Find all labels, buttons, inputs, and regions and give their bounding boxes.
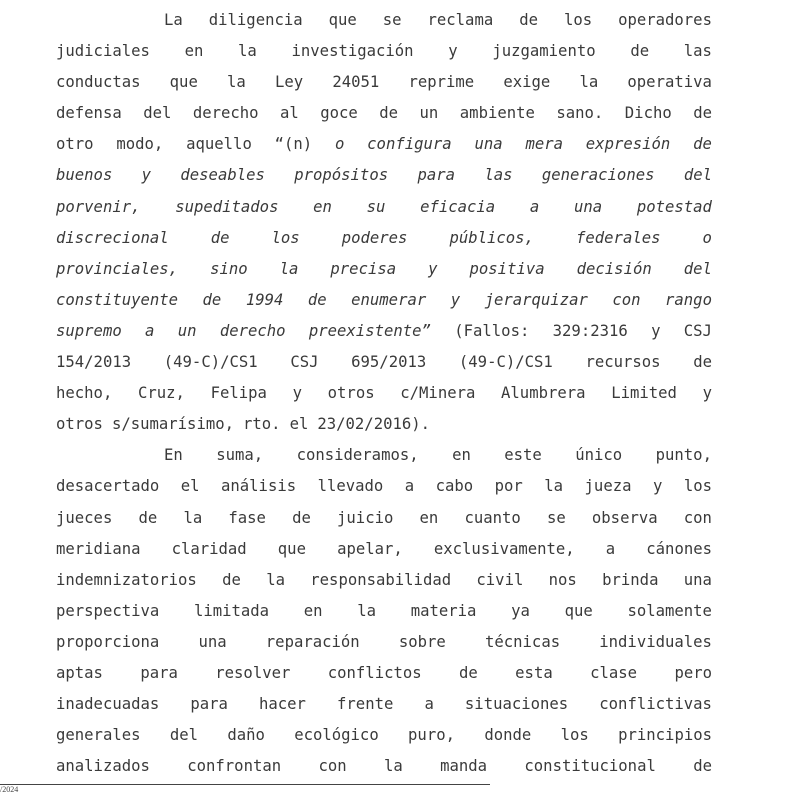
text-line [56, 474, 712, 505]
word: (49-C)/CS1 [163, 353, 258, 372]
word: confrontan [187, 757, 282, 776]
word: mera [525, 135, 563, 154]
word: conflictos [327, 663, 422, 682]
word: que [564, 601, 593, 620]
word: consideramos, [296, 446, 419, 465]
word: discrecional [56, 228, 169, 247]
word: conflictivas [599, 695, 712, 714]
word: su [366, 197, 386, 216]
word: constituyente [56, 290, 179, 309]
word: se [546, 508, 566, 527]
word: decisión [576, 259, 652, 278]
text-line [56, 443, 712, 474]
text-line [56, 226, 712, 257]
word: de [138, 508, 158, 527]
text-line [56, 132, 712, 163]
word: del [683, 166, 712, 185]
word: recursos [585, 353, 661, 372]
word: de [210, 228, 230, 247]
word: en [303, 601, 323, 620]
word: constitucional [524, 757, 656, 776]
word: CSJ [290, 353, 319, 372]
word: c/Minera [400, 384, 476, 403]
word: potestad [636, 197, 712, 216]
word: a [605, 539, 616, 558]
word: otros [327, 384, 375, 403]
word: CSJ [683, 321, 712, 340]
word: principios [618, 726, 712, 745]
word: para [417, 166, 455, 185]
word: conductas [56, 73, 141, 92]
text-line [56, 568, 712, 599]
word: punto, [655, 446, 712, 465]
word: “(n) [274, 135, 313, 154]
word: materia [410, 601, 477, 620]
word: del [143, 104, 172, 123]
word: las [683, 42, 712, 61]
word: de [307, 290, 327, 309]
word: de [292, 508, 311, 527]
word: y [448, 42, 458, 61]
text-line [56, 630, 712, 661]
word: claridad [171, 539, 247, 558]
text-line [56, 350, 712, 381]
text-line [56, 195, 712, 226]
word: los [560, 726, 589, 745]
text-line [56, 506, 712, 537]
word: de [630, 42, 650, 61]
word: nos [548, 570, 577, 589]
word: rango [665, 290, 712, 309]
word: por [494, 477, 523, 496]
word: donde [484, 726, 532, 745]
word: inadecuadas [56, 695, 160, 714]
word: aptas [56, 663, 103, 682]
word: de [693, 353, 712, 372]
word: perspectiva [56, 601, 160, 620]
word: judiciales [56, 42, 150, 61]
word: jerarquizar [484, 290, 588, 309]
word: (Fallos: [454, 321, 530, 340]
text-line [56, 599, 712, 630]
word: deseables [180, 166, 265, 185]
word: Alumbrera [501, 384, 586, 403]
text-line [56, 257, 712, 288]
text-line [56, 661, 712, 692]
word: en [419, 508, 439, 527]
word: Ley [274, 73, 304, 92]
word: exclusivamente, [433, 539, 575, 558]
word: y [652, 477, 663, 496]
word: jueces [56, 508, 113, 527]
word: la [383, 757, 403, 776]
text-line [56, 163, 712, 194]
text-line [56, 8, 712, 39]
text-line [56, 288, 712, 319]
footer-rule [0, 784, 490, 785]
word: 695/2013 [351, 353, 427, 372]
word: y [428, 259, 438, 278]
word: los [271, 228, 300, 247]
word: civil [476, 570, 524, 589]
word: de [379, 104, 399, 123]
word: y [651, 321, 661, 340]
word: analizados [56, 757, 150, 776]
word: buenos [56, 166, 113, 185]
word: esta [515, 663, 553, 682]
text-line [56, 692, 712, 723]
word: (49-C)/CS1 [458, 353, 553, 372]
word: a [145, 321, 155, 340]
word: derecho [219, 321, 286, 340]
word: derecho [192, 104, 259, 123]
word: a [424, 695, 434, 714]
paragraph [56, 8, 712, 443]
word: enumerar [351, 290, 427, 309]
word: cánones [646, 539, 712, 558]
word: o [334, 135, 345, 154]
word: cuanto [464, 508, 521, 527]
word: propósitos [294, 166, 389, 185]
word: sano. [556, 104, 604, 123]
word: una [573, 197, 603, 216]
word: diligencia [208, 11, 303, 29]
word: en [184, 42, 204, 61]
word: se [382, 11, 402, 29]
text-line [56, 412, 712, 443]
paragraph [56, 443, 712, 785]
word: Dicho [624, 104, 672, 123]
word: con [683, 508, 712, 527]
word: análisis [221, 477, 297, 496]
word: la [279, 259, 299, 278]
word: único [575, 446, 623, 465]
word: hacer [259, 695, 306, 714]
word: llevado [317, 477, 384, 496]
word: indemnizatorios [56, 570, 197, 589]
word: los [683, 477, 712, 496]
word: y [292, 384, 302, 403]
word: resolver [215, 663, 291, 682]
word: reparación [265, 632, 360, 651]
word: defensa [56, 104, 122, 123]
word: reclama [427, 11, 494, 29]
text-line [56, 537, 712, 568]
word: en [313, 197, 332, 216]
word: operativa [627, 73, 712, 92]
word: de [693, 104, 712, 123]
word: operadores [618, 11, 712, 29]
word: 24051 [332, 73, 380, 92]
text-line [56, 70, 712, 101]
word: de [222, 570, 241, 589]
word: responsabilidad [310, 570, 452, 589]
word: provinciales, [56, 259, 179, 278]
word: el [289, 415, 309, 434]
word: los [563, 11, 593, 29]
word: 329:2316 [552, 321, 628, 340]
word: la [238, 42, 257, 61]
word: las [484, 166, 513, 185]
word: generaciones [541, 166, 655, 185]
word: una [474, 135, 503, 154]
word: exige [503, 73, 551, 92]
word: de [202, 290, 222, 309]
word: para [190, 695, 228, 714]
word: que [328, 11, 357, 29]
word: fase [228, 508, 266, 527]
word: de [459, 663, 478, 682]
word: un [419, 104, 439, 123]
word: Limited [611, 384, 677, 403]
word: cabo [435, 477, 474, 496]
word: configura [367, 135, 452, 154]
word: frente [337, 695, 394, 714]
word: aquello [186, 135, 252, 154]
word: otros [56, 415, 103, 434]
word: este [504, 446, 542, 465]
word: hecho, [56, 384, 113, 403]
word: la [544, 477, 564, 496]
word: con [612, 290, 641, 309]
word: de [519, 11, 538, 29]
word: que [169, 73, 198, 92]
word: y [702, 384, 712, 403]
word: juicio [337, 508, 394, 527]
word: para [140, 663, 178, 682]
word: públicos, [449, 228, 534, 247]
word: supeditados [175, 197, 279, 216]
word: sino [210, 259, 248, 278]
word: sobre [398, 632, 446, 651]
word: ya [511, 601, 530, 620]
word: supremo [56, 321, 122, 340]
word: positiva [469, 259, 545, 278]
word: del [169, 726, 198, 745]
word: ecológico [294, 726, 379, 745]
word: observa [591, 508, 658, 527]
word: y [450, 290, 461, 309]
word: la [266, 570, 285, 589]
word: al [280, 104, 299, 123]
word: del [683, 259, 712, 278]
word: preexistente” [308, 321, 431, 340]
word: con [318, 757, 347, 776]
word: ambiente [459, 104, 535, 123]
word: 23/02/2016). [317, 415, 431, 434]
word: daño [227, 726, 265, 745]
word: la [227, 73, 246, 92]
word: jueza [584, 477, 632, 496]
word: Cruz, [138, 384, 185, 403]
word: solamente [627, 601, 712, 620]
word: manda [440, 757, 488, 776]
word: desacertado [56, 477, 160, 496]
word: expresión [585, 135, 671, 154]
word: s/sumarísimo, [111, 415, 235, 434]
word: puro, [408, 726, 455, 745]
word: una [683, 570, 712, 589]
word: un [177, 321, 197, 340]
word: 1994 [245, 290, 284, 309]
word: proporciona [56, 632, 160, 651]
text-line [56, 101, 712, 132]
footer-date: /2024 [0, 785, 19, 794]
word: generales [56, 726, 141, 745]
word: En [164, 446, 183, 465]
word: La [164, 11, 183, 29]
word: otro [56, 135, 94, 154]
word: individuales [599, 632, 712, 651]
text-line [56, 754, 712, 785]
text-line [56, 39, 712, 70]
word: situaciones [464, 695, 569, 714]
word: investigación [291, 42, 414, 61]
word: precisa [330, 259, 397, 278]
word: reprime [408, 73, 475, 92]
word: o [702, 228, 712, 247]
word: meridiana [56, 539, 141, 558]
word: limitada [193, 601, 270, 620]
word: suma, [216, 446, 264, 465]
word: rto. [243, 415, 281, 434]
word: 154/2013 [56, 353, 132, 372]
word: a [404, 477, 415, 496]
word: modo, [116, 135, 164, 154]
body-text [56, 8, 712, 785]
word: la [183, 508, 203, 527]
text-line [56, 723, 712, 754]
word: federales [576, 228, 661, 247]
text-line [56, 319, 712, 350]
word: brinda [602, 570, 659, 589]
word: pero [674, 663, 712, 682]
word: el [180, 477, 200, 496]
word: poderes [341, 228, 408, 247]
word: Felipa [210, 384, 267, 403]
word: a [529, 197, 540, 216]
word: de [693, 135, 712, 154]
word: clase [590, 663, 638, 682]
word: de [693, 757, 712, 776]
word: la [357, 601, 377, 620]
word: la [579, 73, 599, 92]
word: técnicas [484, 632, 561, 651]
word: apelar, [337, 539, 403, 558]
word: juzgamiento [492, 42, 596, 61]
word: eficacia [420, 197, 496, 216]
word: goce [320, 104, 358, 123]
word: en [452, 446, 471, 465]
word: porvenir, [56, 197, 141, 216]
word: una [198, 632, 227, 651]
word: que [277, 539, 306, 558]
text-line [56, 381, 712, 412]
word: y [141, 166, 152, 185]
